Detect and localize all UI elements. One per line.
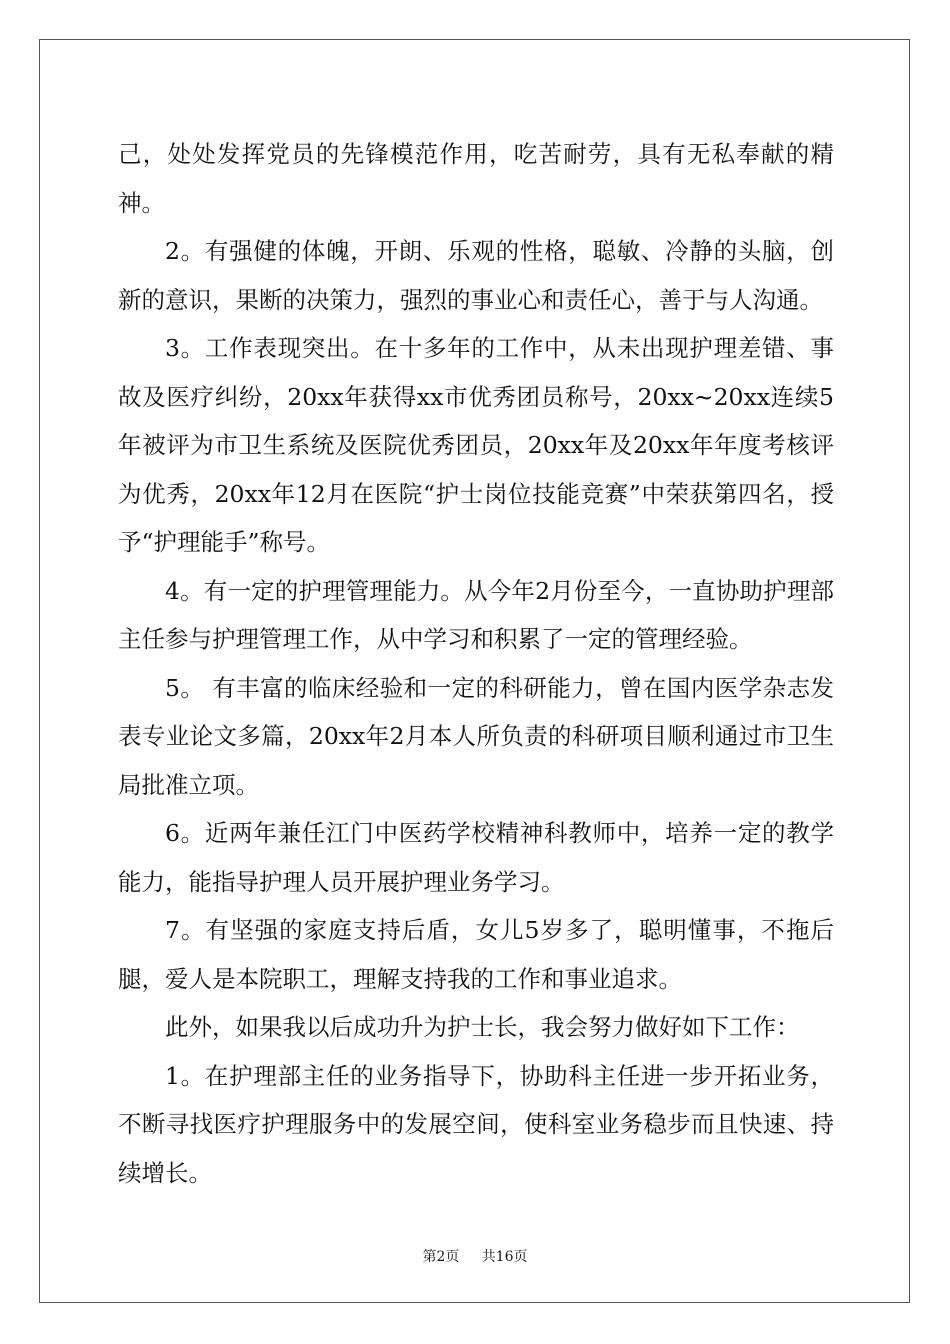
paragraph-item-2: 2。有强健的体魄，开朗、乐观的性格，聪敏、冷静的头脑，创新的意识，果断的决策力，强烈的事业心和责任心，善于与人沟通。 — [118, 237, 834, 314]
paragraph-continuation: 己，处处发挥党员的先锋模范作用，吃苦耐劳，具有无私奉献的精神。 — [118, 140, 834, 217]
paragraph-item-5: 5。 有丰富的临床经验和一定的科研能力，曾在国内医学杂志发表专业论文多篇，20xx年2月本人所负责的科研项目顺利通过市卫生局批准立项。 — [118, 673, 834, 799]
paragraph-item-3: 3。工作表现突出。在十多年的工作中，从未出现护理差错、事故及医疗纠纷，20xx年获得xx市优秀团员称号，20xx~20xx连续5年被评为市卫生系统及医院优秀团员，20xx年及20xx年年度考核评为优秀，20xx年12月在医院“护士岗位技能竞赛”中荣获第四名，授予“护理能手”称号。 — [118, 334, 834, 556]
paragraph-item-7: 7。有坚强的家庭支持后盾，女儿5岁多了，聪明懂事，不拖后腿，爱人是本院职工，理解支持我的工作和事业追求。 — [118, 916, 834, 993]
page-total: 共16页 — [481, 1249, 528, 1265]
document-body — [118, 130, 834, 1197]
paragraph-item-4: 4。有一定的护理管理能力。从今年2月份至今，一直协助护理部主任参与护理管理工作，从中学习和积累了一定的管理经验。 — [118, 576, 834, 653]
paragraph-plan-1: 1。在护理部主任的业务指导下，协助科主任进一步开拓业务，不断寻找医疗护理服务中的发展空间，使科室业务稳步而且快速、持续增长。 — [118, 1061, 834, 1187]
page-number: 第2页 — [422, 1249, 460, 1265]
paragraph-intro-plans: 此外，如果我以后成功升为护士长，我会努力做好如下工作： — [165, 1013, 800, 1041]
paragraph-item-6: 6。近两年兼任江门中医药学校精神科教师中，培养一定的教学能力，能指导护理人员开展护理业务学习。 — [118, 819, 834, 896]
page-footer — [0, 1246, 950, 1266]
